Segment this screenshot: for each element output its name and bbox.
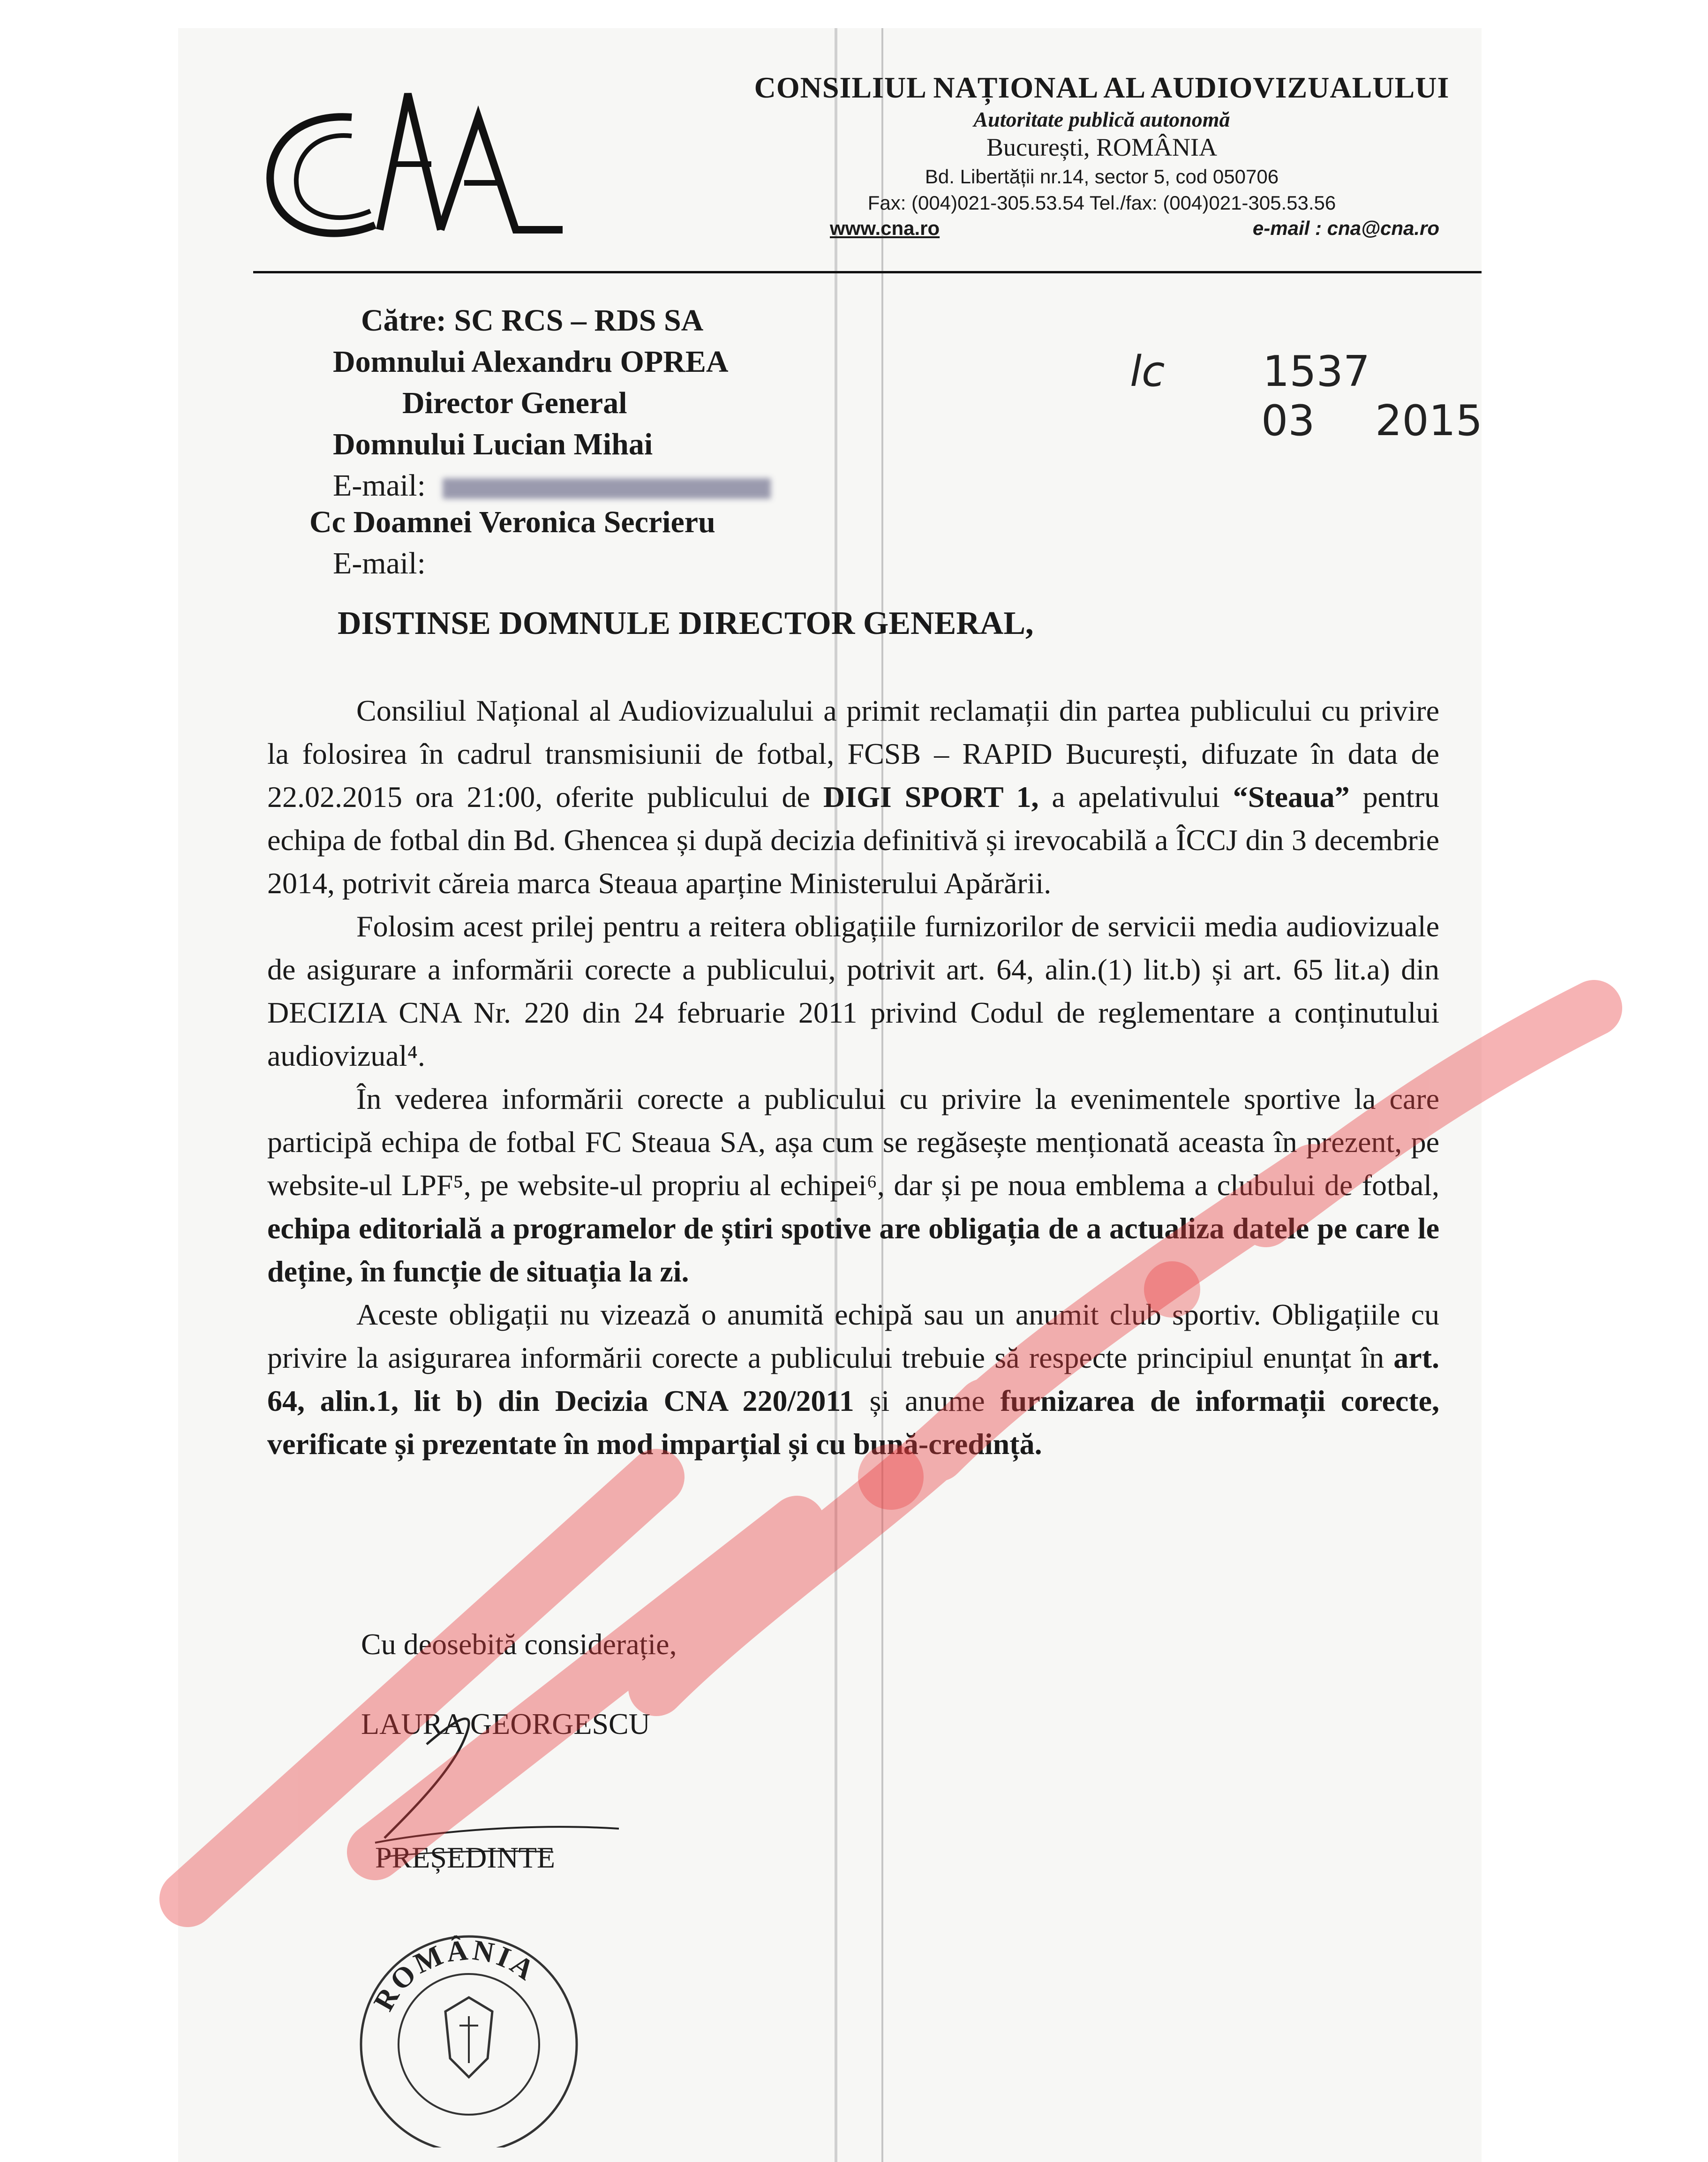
official-seal: [347, 1904, 591, 2147]
paragraph-1-quote: “Steaua”: [1233, 780, 1350, 814]
paragraph-4-text-b: și anume: [854, 1384, 1001, 1417]
organization-phones: Fax: (004)021-305.53.54 Tel./fax: (004)021-305.53.56: [867, 192, 1336, 214]
salutation: DISTINSE DOMNULE DIRECTOR GENERAL,: [338, 605, 1034, 641]
recipient-line-3: Domnului Lucian Mihai: [333, 427, 653, 461]
organization-website-link[interactable]: www.cna.ro: [830, 217, 940, 239]
paragraph-4-bold: furnizarea de informații corecte, verificate și prezentate în mod imparțial și cu bună-credință.: [267, 1384, 1440, 1461]
cc-email-row: [309, 543, 715, 584]
cc-email-label: E-mail:: [333, 546, 426, 580]
recipient-line-2: Director General: [402, 386, 627, 420]
letterhead: [736, 70, 1467, 240]
organization-address: Bd. Libertății nr.14, sector 5, cod 050706: [925, 166, 1279, 188]
paragraph-1-text-c: pentru echipa de fotbal din Bd. Ghencea și după decizia definitivă și irevocabilă a ÎCCJ din 3 decembrie 2014, potrivit căreia marca Steaua aparține Ministerului Apărării.: [267, 780, 1440, 900]
registration-number: [1130, 347, 1482, 445]
paragraph-1-channel: DIGI SPORT 1,: [823, 780, 1039, 814]
signatory-role: PREȘEDINTE: [375, 1841, 555, 1874]
paragraph-2: Folosim acest prilej pentru a reitera obligațiile furnizorilor de servicii media audiovizuale de asigurare a informării corecte a publicului, potrivit art. 64, alin.(1) lit.b) și art. 65 lit.a) din DECIZIA CNA Nr. 220 din 24 februarie 2011 privind Codul de reglementare a conținutului audiovizual⁴.: [267, 910, 1439, 1072]
registration-prefix: lc: [1130, 347, 1165, 396]
paragraph-4-text: Aceste obligații nu vizează o anumită echipă sau un anumit club sportiv. Obligațiile cu privire la asigurarea informării corecte a publicului trebuie să respecte principiul enunțat în: [267, 1298, 1439, 1374]
registration-number-value: 1537: [1263, 347, 1370, 396]
paragraph-3-text: În vederea informării corecte a publicului cu privire la evenimentele sportive la care participă echipa de fotbal FC Steaua SA, așa cum se regăsește menționată aceasta în prezent, pe website-ul LPF⁵, pe website-ul propriu al echipei⁶, dar și pe noua emblema a clubului de fotbal,: [267, 1082, 1439, 1202]
recipient-block: [333, 300, 771, 506]
paragraph-4-reference: art. 64, alin.1, lit b) din Decizia CNA 220/2011: [267, 1341, 1439, 1417]
svg-text:ROMÂNIA: ROMÂNIA: [368, 1934, 542, 2016]
cna-logo: [253, 61, 581, 258]
paragraph-4: [267, 1293, 1439, 1466]
header-divider: [253, 271, 1482, 273]
paragraph-1: [267, 689, 1439, 905]
letter-body: [267, 689, 1439, 1466]
registration-year: 2015: [1375, 396, 1483, 445]
signatory-name: LAURA GEORGESCU: [361, 1707, 650, 1740]
organization-name: CONSILIUL NAȚIONAL AL AUDIOVIZUALULUI: [754, 71, 1450, 104]
redacted-email: [443, 478, 771, 499]
organization-city: București, ROMÂNIA: [986, 133, 1217, 161]
paragraph-3-bold: echipa editorială a programelor de știri spotive are obligația de a actualiza datele pe care le deține, în funcție de situația la zi.: [267, 1212, 1439, 1288]
recipient-line-1: Domnului Alexandru OPREA: [333, 345, 729, 379]
paragraph-3: [267, 1077, 1439, 1293]
paragraph-1-text: Consiliul Național al Audiovizualului a primit reclamații din partea publicului cu privire la folosirea în cadrul transmisiunii de fotbal, FCSB – RAPID București, difuzate în data de 22.02.2015 ora 21:00, oferite publicului de: [267, 694, 1439, 814]
closing-line: Cu deosebită considerație,: [361, 1627, 677, 1661]
recipient-to: Către: SC RCS – RDS SA: [361, 303, 704, 338]
cc-recipient: Cc Doamnei Veronica Secrieru: [309, 505, 715, 539]
organization-email: e-mail : cna@cna.ro: [1252, 217, 1439, 239]
paragraph-1-text-b: a apelativului: [1038, 780, 1233, 814]
registration-month: 03: [1261, 396, 1315, 445]
organization-subtitle: Autoritate publică autonomă: [973, 107, 1230, 131]
cc-block: [309, 502, 715, 584]
recipient-email-label: E-mail:: [333, 468, 426, 503]
recipient-email-row: [333, 465, 771, 506]
